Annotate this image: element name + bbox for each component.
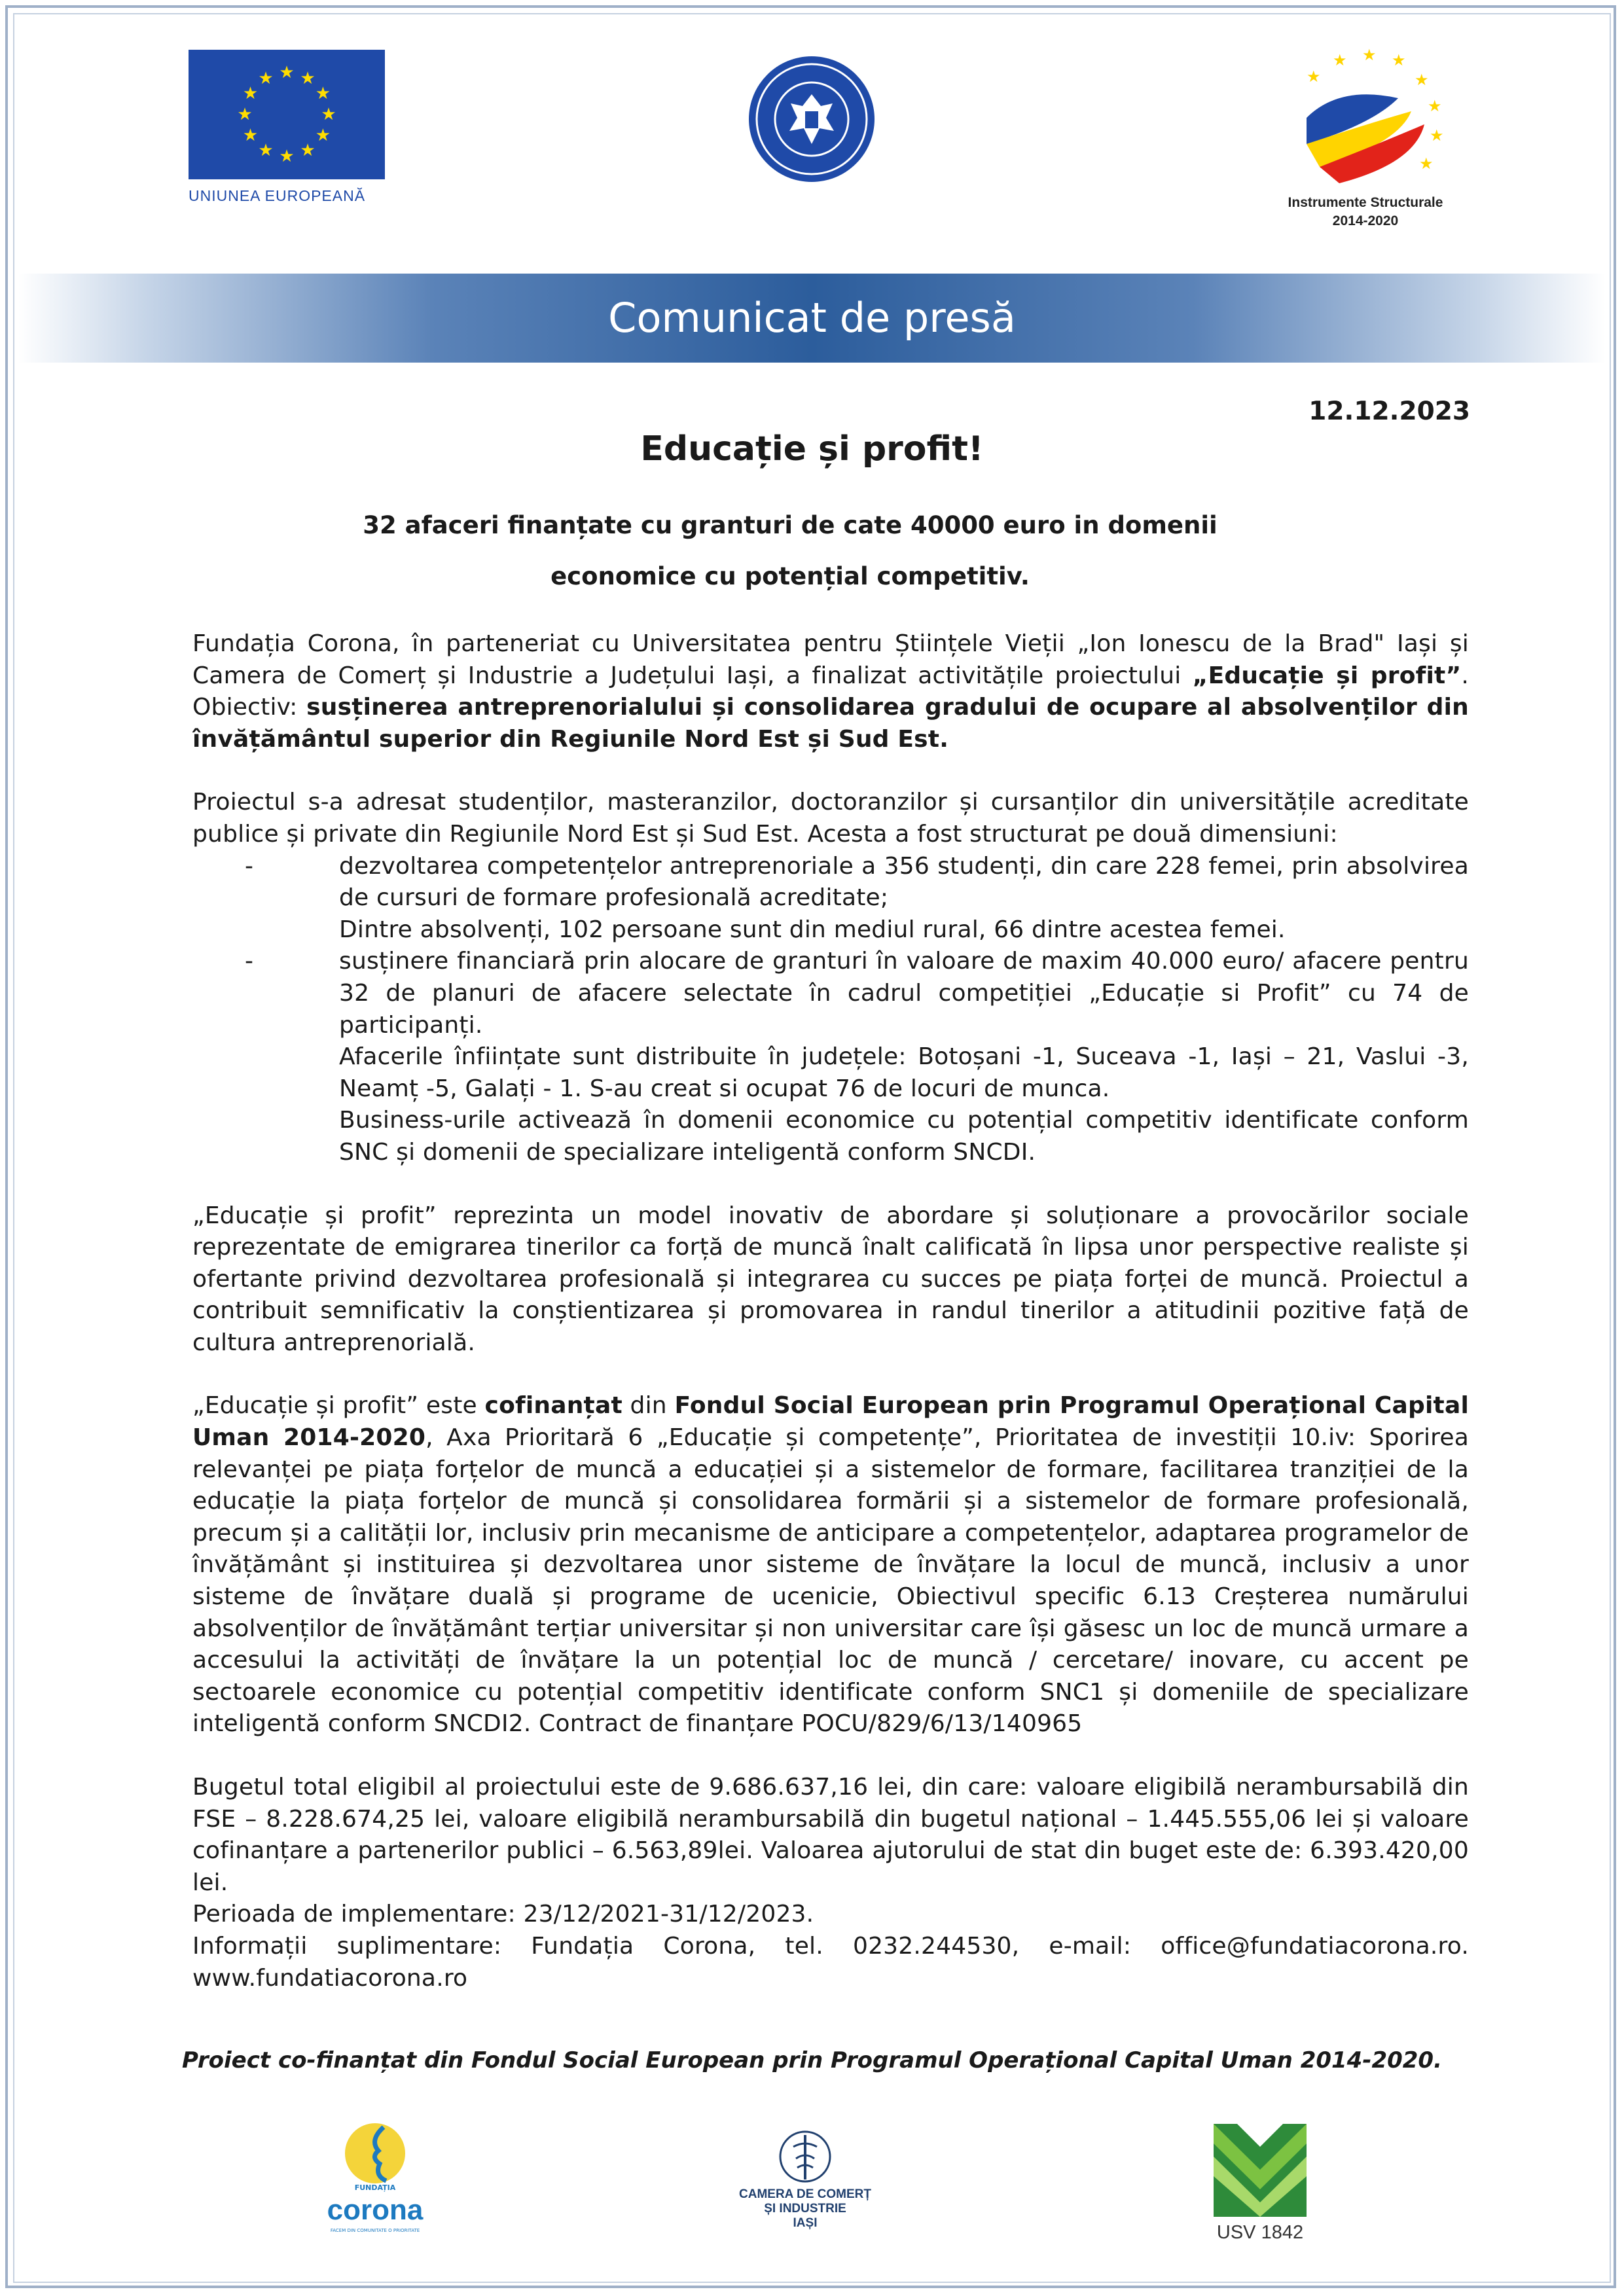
press-release-body bbox=[192, 628, 1469, 1994]
eu-star-icon: ★ bbox=[242, 126, 259, 145]
list-dash: - bbox=[245, 948, 254, 975]
footer-cofinancing-note: Proiect co-finanțat din Fondul Social European prin Programul Operațional Capital Uman 2014-2020. bbox=[181, 2047, 1442, 2073]
svg-text:★: ★ bbox=[1428, 97, 1442, 115]
fundatia-corona-logo: FUNDAȚIA corona FACEM DIN COMUNITATE O PRIORITATE bbox=[306, 2121, 444, 2238]
eu-star-icon: ★ bbox=[300, 141, 316, 161]
svg-text:★: ★ bbox=[1415, 71, 1429, 89]
corona-face-icon bbox=[306, 2121, 444, 2186]
release-date: 12.12.2023 bbox=[1308, 397, 1470, 426]
eu-label: UNIUNEA EUROPEANĂ bbox=[189, 187, 366, 204]
eu-star-icon: ★ bbox=[315, 126, 331, 145]
press-release-banner bbox=[18, 274, 1606, 363]
page-subtitle: 32 afaceri finanțate cu granturi de cate 40000 euro in domenii economice cu potențial competitiv. bbox=[363, 511, 1218, 590]
eu-star-icon: ★ bbox=[258, 141, 274, 161]
eu-star-icon: ★ bbox=[300, 68, 316, 88]
paragraph-model: „Educație și profit” reprezinta un model inovativ de abordare și soluționare a provocărilor sociale reprezentate de emigrarea tinerilor ca forță de muncă înalt calificată în lipsa unor perspective realiste și ofertante privind dezvoltarea profesională și integrarea cu succes pe piața forței de muncă. Proiectul a contribuit semnificativ la conștientizarea și promovarea in randul tinerilor a atitudinii pozitive față de cultura antreprenorială. bbox=[192, 1202, 1469, 1356]
eu-star-icon: ★ bbox=[237, 105, 253, 124]
usv-emblem-icon bbox=[1211, 2124, 1309, 2219]
contact-info: Informații suplimentare: Fundația Corona, tel. 0232.244530, e-mail: office@fundatiacorona.ro. www.fundatiacorona.ro bbox=[192, 1932, 1469, 1992]
usv-logo: USV 1842 bbox=[1211, 2124, 1309, 2248]
eu-star-icon: ★ bbox=[279, 147, 295, 166]
svg-text:★: ★ bbox=[1362, 46, 1377, 64]
banner-title: Comunicat de presă bbox=[608, 294, 1016, 342]
paragraph-dimensions: Proiectul s-a adresat studenților, masteranzilor, doctoranzilor și cursanților din universitățile acreditate publice și private din Regiunile Nord Est și Sud Est. Acesta a fost structurat pe două dimensiuni: bbox=[192, 789, 1469, 848]
paragraph-budget: Bugetul total eligibil al proiectului este de 9.686.637,16 lei, din care: valoare eligibilă nerambursabilă din FSE – 8.228.674,25 lei, valoare eligibilă nerambursabilă din bugetul național – 1.445.555,06 lei și valoare cofinanțare a partenerilor publici – 6.563,89lei. Valoarea ajutorului de stat din buget este de: 6.393.420,00 lei. bbox=[192, 1774, 1469, 1896]
instrumente-structurale-label: Instrumente Structurale 2014-2020 bbox=[1288, 195, 1443, 228]
paragraph-intro: Fundația Corona, în parteneriat cu Universitatea pentru Științele Vieții „Ion Ionescu de la Brad" Iași și Camera de Comerț și Industrie a Județului Iași, a finalizat activitățile proiectului „Educație și profit”. Obiectiv: susținerea antreprenorialului și consolidarea gradului de ocupare al absolvenților din învățământul superior din Regiunile Nord Est și Sud Est. bbox=[192, 630, 1470, 753]
page-title: Educație și profit! bbox=[640, 429, 984, 469]
instrumente-structurale-icon bbox=[1267, 46, 1464, 190]
dimensions-list bbox=[192, 851, 1469, 1169]
instrumente-structurale-logo bbox=[1267, 46, 1464, 236]
list-item: - dezvoltarea competențelor antreprenoriale a 356 studenți, din care 228 femei, prin absolvirea de cursuri de formare profesională acreditate; Dintre absolvenți, 102 persoane sunt din mediul rural, 66 dintre acestea femei. bbox=[192, 851, 1469, 946]
eu-star-icon: ★ bbox=[321, 105, 336, 124]
svg-text:★: ★ bbox=[1307, 67, 1321, 86]
list-dash: - bbox=[245, 852, 254, 880]
svg-text:★: ★ bbox=[1392, 51, 1406, 69]
camera-comert-iasi-logo: CAMERA DE COMERȚ ȘI INDUSTRIE IAȘI bbox=[720, 2127, 890, 2238]
government-seal-icon bbox=[748, 55, 876, 183]
svg-text:★: ★ bbox=[1419, 154, 1434, 173]
eu-star-icon: ★ bbox=[242, 84, 259, 103]
eu-star-icon: ★ bbox=[315, 84, 331, 103]
implementation-period: Perioada de implementare: 23/12/2021-31/12/2023. bbox=[192, 1901, 814, 1928]
svg-text:★: ★ bbox=[1430, 126, 1444, 145]
list-item: - susținere financiară prin alocare de granturi în valoare de maxim 40.000 euro/ afacere pentru 32 de planuri de afacere selectate în cadrul competiției „Educație si Profit” cu 74 de participanți. Afacerile înființate sunt distribuite în județele: Botoșani -1, Suceava -1, Iași – 21, Vaslui -3, Neamț -5, Galați - 1. S-au creat si ocupat 76 de locuri de munca. Business-urile activează în domenii economice cu potențial competitiv identificate conform SNC și domenii de specializare inteligentă conform SNCDI. bbox=[192, 946, 1469, 1168]
eu-star-icon: ★ bbox=[258, 68, 274, 88]
caduceus-icon bbox=[720, 2127, 890, 2186]
svg-text:★: ★ bbox=[1333, 51, 1347, 69]
eu-flag-icon bbox=[189, 50, 385, 179]
eu-logo bbox=[189, 50, 385, 205]
paragraph-funding: „Educație și profit” este cofinanțat din Fondul Social European prin Programul Operațional Capital Uman 2014-2020, Axa Prioritară 6 „Educație și competențe”, Prioritatea de investiții 10.iv: Sporirea relevanței pe piața forțelor de muncă a educației și a sistemelor de formare, facilitarea tranziției de la educație la piața forțelor de muncă și consolidarea formării și a sistemelor de formare profesională, precum și a calității lor, inclusiv prin mecanisme de anticipare a competențelor, adaptarea programelor de învățământ și instituirea și dezvoltarea unor sisteme de învățare la locul de muncă, inclusiv a unor sisteme de învățare duală și programe de ucenicie, Obiectivul specific 6.13 Creșterea numărului absolvenților de învățământ terțiar universitar și non universitar care își găsesc un loc de muncă urmare a accesului la activități de învățare la un potențial loc de muncă / cercetare/ inovare, cu accent pe sectoarele economice cu potențial competitiv identificate conform SNC1 și domeniile de specializare inteligentă conform SNCDI2. Contract de finanțare POCU/829/6/13/140965 bbox=[192, 1392, 1469, 1738]
eu-star-icon: ★ bbox=[279, 63, 295, 82]
